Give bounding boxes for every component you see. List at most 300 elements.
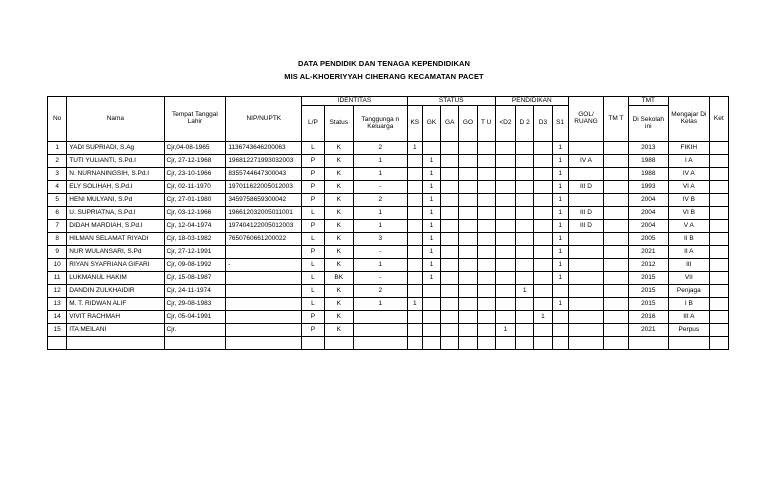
header-nama: Nama bbox=[67, 97, 164, 142]
cell-ks bbox=[407, 337, 422, 350]
cell-d3 bbox=[534, 246, 552, 259]
cell-d3 bbox=[534, 155, 552, 168]
cell-sekolah: 2004 bbox=[628, 194, 669, 207]
cell-gol: III D bbox=[568, 181, 603, 194]
header-tu: T U bbox=[477, 106, 495, 142]
cell-ket bbox=[709, 324, 728, 337]
cell-lp: P bbox=[302, 155, 324, 168]
cell-d2 bbox=[516, 142, 534, 155]
cell-kelas: II A bbox=[669, 246, 710, 259]
cell-tanggungan bbox=[353, 324, 407, 337]
cell-nip: 3459758659300042 bbox=[226, 194, 302, 207]
cell-tanggungan bbox=[353, 337, 407, 350]
cell-ks bbox=[407, 246, 422, 259]
header-tanggungan: Tanggunga n Keluarga bbox=[353, 106, 407, 142]
cell-tanggungan: 1 bbox=[353, 298, 407, 311]
cell-ket bbox=[709, 233, 728, 246]
cell-nip: 196812271993032003 bbox=[226, 155, 302, 168]
cell-ks bbox=[407, 220, 422, 233]
cell-tmt bbox=[604, 272, 628, 285]
cell-gk: 1 bbox=[422, 220, 440, 233]
cell-go bbox=[459, 259, 477, 272]
cell-ks bbox=[407, 194, 422, 207]
cell-go bbox=[459, 233, 477, 246]
cell-no: 7 bbox=[48, 220, 67, 233]
cell-ttl: Cjr, 18-03-1982 bbox=[164, 233, 226, 246]
cell-kelas: IV A bbox=[669, 168, 710, 181]
header-d3: D3 bbox=[534, 106, 552, 142]
header-identitas: IDENTITAS bbox=[302, 97, 407, 106]
cell-nip: - bbox=[226, 259, 302, 272]
cell-sekolah: 1993 bbox=[628, 181, 669, 194]
cell-tanggungan: - bbox=[353, 181, 407, 194]
cell-d3 bbox=[534, 220, 552, 233]
cell-lp: P bbox=[302, 311, 324, 324]
header-status: Status bbox=[324, 106, 353, 142]
header-gk: GK bbox=[422, 106, 440, 142]
cell-ket bbox=[709, 337, 728, 350]
cell-ga bbox=[441, 298, 459, 311]
cell-lp: P bbox=[302, 324, 324, 337]
header-gol: GOL/ RUANG bbox=[568, 97, 603, 142]
cell-no: 8 bbox=[48, 233, 67, 246]
cell-status: K bbox=[324, 259, 353, 272]
cell-sekolah: 2004 bbox=[628, 207, 669, 220]
cell-ket bbox=[709, 194, 728, 207]
cell-kelas: Perpus bbox=[669, 324, 710, 337]
cell-gk: 1 bbox=[422, 233, 440, 246]
table-row bbox=[48, 259, 729, 272]
cell-ga bbox=[441, 285, 459, 298]
cell-d2 bbox=[516, 168, 534, 181]
header-d2: D 2 bbox=[516, 106, 534, 142]
cell-nama: M. T. RIDWAN ALIF bbox=[67, 298, 164, 311]
cell-gk: 1 bbox=[422, 259, 440, 272]
cell-ket bbox=[709, 311, 728, 324]
table-row bbox=[48, 285, 729, 298]
cell-lp: P bbox=[302, 220, 324, 233]
cell-sekolah: 2012 bbox=[628, 259, 669, 272]
cell-tanggungan: - bbox=[353, 246, 407, 259]
cell-tu bbox=[477, 337, 495, 350]
cell-ga bbox=[441, 207, 459, 220]
cell-ks bbox=[407, 259, 422, 272]
cell-d2less bbox=[495, 142, 515, 155]
cell-s1: 1 bbox=[552, 181, 568, 194]
cell-d2less bbox=[495, 311, 515, 324]
cell-sekolah: 2005 bbox=[628, 233, 669, 246]
cell-gol bbox=[568, 246, 603, 259]
cell-sekolah: 2015 bbox=[628, 298, 669, 311]
cell-ttl: Cjr, 05-04-1991 bbox=[164, 311, 226, 324]
header-tmt-group: TMT bbox=[628, 97, 669, 106]
cell-d2 bbox=[516, 324, 534, 337]
cell-ga bbox=[441, 142, 459, 155]
cell-tu bbox=[477, 168, 495, 181]
cell-ttl: Cjr, 24-11-1974 bbox=[164, 285, 226, 298]
cell-d2less bbox=[495, 298, 515, 311]
cell-ga bbox=[441, 181, 459, 194]
cell-s1 bbox=[552, 311, 568, 324]
cell-nip: 1136743646200063 bbox=[226, 142, 302, 155]
cell-tu bbox=[477, 324, 495, 337]
cell-d3 bbox=[534, 194, 552, 207]
cell-tanggungan: 3 bbox=[353, 233, 407, 246]
cell-d2less: 1 bbox=[495, 324, 515, 337]
cell-d3 bbox=[534, 181, 552, 194]
cell-d2 bbox=[516, 194, 534, 207]
cell-gol bbox=[568, 337, 603, 350]
cell-d3 bbox=[534, 207, 552, 220]
header-go: GO bbox=[459, 106, 477, 142]
cell-tanggungan: 2 bbox=[353, 285, 407, 298]
cell-d2less bbox=[495, 220, 515, 233]
cell-ks: 1 bbox=[407, 298, 422, 311]
cell-gk bbox=[422, 324, 440, 337]
cell-go bbox=[459, 207, 477, 220]
cell-status: K bbox=[324, 285, 353, 298]
table-row bbox=[48, 168, 729, 181]
table-row bbox=[48, 207, 729, 220]
cell-lp bbox=[302, 337, 324, 350]
staff-table bbox=[47, 96, 729, 350]
cell-tu bbox=[477, 285, 495, 298]
document-subtitle: MIS AL-KHOERIYYAH CIHERANG KECAMATAN PACET bbox=[284, 72, 484, 81]
cell-ga bbox=[441, 337, 459, 350]
cell-gol bbox=[568, 272, 603, 285]
table-row bbox=[48, 142, 729, 155]
table-row bbox=[48, 194, 729, 207]
cell-d3 bbox=[534, 259, 552, 272]
cell-tu bbox=[477, 155, 495, 168]
cell-ttl: Cjr, 02-11-1970 bbox=[164, 181, 226, 194]
cell-d2less bbox=[495, 181, 515, 194]
cell-ks: 1 bbox=[407, 142, 422, 155]
cell-ttl bbox=[164, 337, 226, 350]
cell-ga bbox=[441, 246, 459, 259]
cell-d3: 1 bbox=[534, 311, 552, 324]
cell-nama: DANDIN ZULKHAIDIR bbox=[67, 285, 164, 298]
cell-d2less bbox=[495, 207, 515, 220]
cell-no: 4 bbox=[48, 181, 67, 194]
cell-d2less bbox=[495, 246, 515, 259]
cell-tmt bbox=[604, 194, 628, 207]
cell-lp: P bbox=[302, 168, 324, 181]
cell-gol: III D bbox=[568, 207, 603, 220]
cell-lp: L bbox=[302, 285, 324, 298]
cell-s1: 1 bbox=[552, 259, 568, 272]
cell-gk bbox=[422, 285, 440, 298]
cell-ket bbox=[709, 168, 728, 181]
cell-kelas: VI B bbox=[669, 207, 710, 220]
cell-go bbox=[459, 155, 477, 168]
cell-sekolah: 2015 bbox=[628, 272, 669, 285]
cell-kelas: VII bbox=[669, 272, 710, 285]
cell-d3 bbox=[534, 337, 552, 350]
cell-ttl: Cjr,04-08-1965 bbox=[164, 142, 226, 155]
table-row bbox=[48, 246, 729, 259]
cell-s1: 1 bbox=[552, 298, 568, 311]
cell-status: BK bbox=[324, 272, 353, 285]
document-title: DATA PENDIDIK DAN TENAGA KEPENDIDIKAN bbox=[297, 59, 471, 68]
cell-tu bbox=[477, 259, 495, 272]
cell-go bbox=[459, 220, 477, 233]
cell-s1: 1 bbox=[552, 142, 568, 155]
cell-kelas: III bbox=[669, 259, 710, 272]
cell-lp: L bbox=[302, 142, 324, 155]
cell-s1: 1 bbox=[552, 194, 568, 207]
cell-nama: NUR WULANSARI, S.Pd bbox=[67, 246, 164, 259]
header-tmt: TM T bbox=[604, 97, 628, 142]
cell-gk bbox=[422, 142, 440, 155]
cell-go bbox=[459, 337, 477, 350]
cell-sekolah: 2021 bbox=[628, 246, 669, 259]
cell-nama: N. NURNANINGSIH, S.Pd.I bbox=[67, 168, 164, 181]
cell-ttl: Cjr, 29-08-1983 bbox=[164, 298, 226, 311]
cell-d3 bbox=[534, 272, 552, 285]
cell-tmt bbox=[604, 155, 628, 168]
cell-s1: 1 bbox=[552, 168, 568, 181]
cell-ttl: Cjr, 12-04-1974 bbox=[164, 220, 226, 233]
cell-ttl: Cjr, 27-12-1991 bbox=[164, 246, 226, 259]
cell-d2less bbox=[495, 272, 515, 285]
cell-tmt bbox=[604, 142, 628, 155]
cell-ga bbox=[441, 311, 459, 324]
cell-tmt bbox=[604, 311, 628, 324]
cell-gk bbox=[422, 337, 440, 350]
cell-ks bbox=[407, 168, 422, 181]
cell-s1 bbox=[552, 324, 568, 337]
cell-gol bbox=[568, 168, 603, 181]
table-row bbox=[48, 311, 729, 324]
header-nip: NIP/NUPTK bbox=[226, 97, 302, 142]
cell-go bbox=[459, 272, 477, 285]
cell-nama: TUTI YULIANTI, S.Pd.I bbox=[67, 155, 164, 168]
cell-tmt bbox=[604, 220, 628, 233]
header-mengajar: Mengajar Di Kelas bbox=[669, 97, 710, 142]
cell-gk: 1 bbox=[422, 168, 440, 181]
cell-ga bbox=[441, 324, 459, 337]
cell-nama: RIYAN SYAFRIANA GIFARI bbox=[67, 259, 164, 272]
cell-gol: IV A bbox=[568, 155, 603, 168]
cell-kelas: FIKIH bbox=[669, 142, 710, 155]
table-row bbox=[48, 272, 729, 285]
cell-gol bbox=[568, 194, 603, 207]
cell-tmt bbox=[604, 181, 628, 194]
cell-status: K bbox=[324, 220, 353, 233]
cell-nama: ELY SOLIHAH, S.Pd.I bbox=[67, 181, 164, 194]
cell-sekolah: 1988 bbox=[628, 155, 669, 168]
cell-tanggungan: 1 bbox=[353, 259, 407, 272]
cell-d2 bbox=[516, 311, 534, 324]
cell-lp: P bbox=[302, 194, 324, 207]
cell-ket bbox=[709, 272, 728, 285]
cell-tmt bbox=[604, 207, 628, 220]
cell-go bbox=[459, 168, 477, 181]
cell-lp: L bbox=[302, 207, 324, 220]
cell-nama: HILMAN SELAMAT RIYADI bbox=[67, 233, 164, 246]
cell-status: K bbox=[324, 181, 353, 194]
cell-d2less bbox=[495, 285, 515, 298]
cell-lp: L bbox=[302, 233, 324, 246]
header-no: No bbox=[48, 97, 67, 142]
cell-tu bbox=[477, 220, 495, 233]
cell-s1: 1 bbox=[552, 272, 568, 285]
cell-gk: 1 bbox=[422, 246, 440, 259]
cell-s1 bbox=[552, 285, 568, 298]
cell-d2less bbox=[495, 168, 515, 181]
cell-ttl: Cjr, 15-08-1987 bbox=[164, 272, 226, 285]
cell-ket bbox=[709, 181, 728, 194]
cell-kelas: I B bbox=[669, 298, 710, 311]
cell-d2 bbox=[516, 220, 534, 233]
table-row bbox=[48, 155, 729, 168]
cell-tanggungan: - bbox=[353, 272, 407, 285]
cell-ttl: Cjr, 27-01-1980 bbox=[164, 194, 226, 207]
cell-no: 3 bbox=[48, 168, 67, 181]
table-row bbox=[48, 324, 729, 337]
cell-tmt bbox=[604, 285, 628, 298]
cell-sekolah: 2015 bbox=[628, 285, 669, 298]
cell-tanggungan: 2 bbox=[353, 194, 407, 207]
cell-d2 bbox=[516, 155, 534, 168]
cell-ga bbox=[441, 220, 459, 233]
cell-d2less bbox=[495, 194, 515, 207]
cell-d2 bbox=[516, 246, 534, 259]
cell-gol bbox=[568, 142, 603, 155]
cell-ket bbox=[709, 207, 728, 220]
cell-s1: 1 bbox=[552, 220, 568, 233]
header-di-sekolah: Di Sekolah ini bbox=[628, 106, 669, 142]
cell-tmt bbox=[604, 168, 628, 181]
cell-ket bbox=[709, 142, 728, 155]
cell-d2less bbox=[495, 259, 515, 272]
cell-go bbox=[459, 194, 477, 207]
cell-no: 9 bbox=[48, 246, 67, 259]
table-row bbox=[48, 220, 729, 233]
cell-kelas bbox=[669, 337, 710, 350]
cell-s1: 1 bbox=[552, 207, 568, 220]
cell-gk: 1 bbox=[422, 272, 440, 285]
cell-no: 6 bbox=[48, 207, 67, 220]
cell-d2 bbox=[516, 272, 534, 285]
table-row bbox=[48, 233, 729, 246]
cell-ga bbox=[441, 272, 459, 285]
cell-d2 bbox=[516, 233, 534, 246]
cell-no bbox=[48, 337, 67, 350]
cell-go bbox=[459, 246, 477, 259]
cell-nama: VIVIT RACHMAH bbox=[67, 311, 164, 324]
cell-tmt bbox=[604, 233, 628, 246]
cell-no: 12 bbox=[48, 285, 67, 298]
cell-lp: L bbox=[302, 259, 324, 272]
cell-nama: DIDAH MARDIAH, S.Pd.I bbox=[67, 220, 164, 233]
cell-no: 5 bbox=[48, 194, 67, 207]
cell-sekolah: 2004 bbox=[628, 220, 669, 233]
cell-go bbox=[459, 324, 477, 337]
cell-nip bbox=[226, 285, 302, 298]
cell-ks bbox=[407, 233, 422, 246]
cell-d2 bbox=[516, 298, 534, 311]
table-row bbox=[48, 181, 729, 194]
cell-tmt bbox=[604, 298, 628, 311]
cell-nip: 197404122005012003 bbox=[226, 220, 302, 233]
cell-no: 2 bbox=[48, 155, 67, 168]
table-row bbox=[48, 298, 729, 311]
cell-ket bbox=[709, 285, 728, 298]
cell-gol bbox=[568, 259, 603, 272]
cell-kelas: III A bbox=[669, 311, 710, 324]
cell-ket bbox=[709, 155, 728, 168]
cell-ket bbox=[709, 246, 728, 259]
cell-nama: ITA MEILANI bbox=[67, 324, 164, 337]
cell-status: K bbox=[324, 324, 353, 337]
header-pendidikan: PENDIDIKAN bbox=[495, 97, 568, 106]
cell-ks bbox=[407, 181, 422, 194]
cell-lp: L bbox=[302, 272, 324, 285]
cell-s1 bbox=[552, 337, 568, 350]
header-s1: S1 bbox=[552, 106, 568, 142]
cell-d2 bbox=[516, 337, 534, 350]
cell-ket bbox=[709, 298, 728, 311]
cell-d2less bbox=[495, 155, 515, 168]
cell-ttl: Cjr, 23-10-1966 bbox=[164, 168, 226, 181]
cell-tanggungan bbox=[353, 311, 407, 324]
cell-d3 bbox=[534, 298, 552, 311]
header-ket: Ket bbox=[709, 97, 728, 142]
cell-nip bbox=[226, 272, 302, 285]
cell-tu bbox=[477, 246, 495, 259]
cell-nama: YADI SUPRIADI, S.Ag bbox=[67, 142, 164, 155]
cell-gk: 1 bbox=[422, 155, 440, 168]
cell-nip: 197011622005012003 bbox=[226, 181, 302, 194]
cell-tu bbox=[477, 207, 495, 220]
cell-tanggungan: 1 bbox=[353, 207, 407, 220]
cell-ttl: Cjr, 09-08-1992 bbox=[164, 259, 226, 272]
header-ga: GA bbox=[441, 106, 459, 142]
cell-ket bbox=[709, 220, 728, 233]
cell-gol bbox=[568, 285, 603, 298]
cell-nip bbox=[226, 311, 302, 324]
cell-d2 bbox=[516, 259, 534, 272]
cell-ga bbox=[441, 155, 459, 168]
cell-gol: III D bbox=[568, 220, 603, 233]
cell-tanggungan: 1 bbox=[353, 220, 407, 233]
cell-no: 10 bbox=[48, 259, 67, 272]
cell-nip bbox=[226, 337, 302, 350]
cell-ttl: Cjr, 03-12-1966 bbox=[164, 207, 226, 220]
cell-gk: 1 bbox=[422, 207, 440, 220]
cell-tmt bbox=[604, 337, 628, 350]
cell-sekolah: 2016 bbox=[628, 311, 669, 324]
cell-nama: HENI MULYANI, S.Pd bbox=[67, 194, 164, 207]
cell-sekolah: 1988 bbox=[628, 168, 669, 181]
cell-tanggungan: 1 bbox=[353, 155, 407, 168]
cell-status: K bbox=[324, 311, 353, 324]
cell-status bbox=[324, 337, 353, 350]
cell-status: K bbox=[324, 246, 353, 259]
cell-gol bbox=[568, 233, 603, 246]
cell-status: K bbox=[324, 233, 353, 246]
cell-d3 bbox=[534, 142, 552, 155]
cell-nip bbox=[226, 298, 302, 311]
cell-ks bbox=[407, 207, 422, 220]
cell-d2less bbox=[495, 233, 515, 246]
cell-go bbox=[459, 142, 477, 155]
cell-d3 bbox=[534, 233, 552, 246]
cell-gol bbox=[568, 298, 603, 311]
cell-go bbox=[459, 298, 477, 311]
